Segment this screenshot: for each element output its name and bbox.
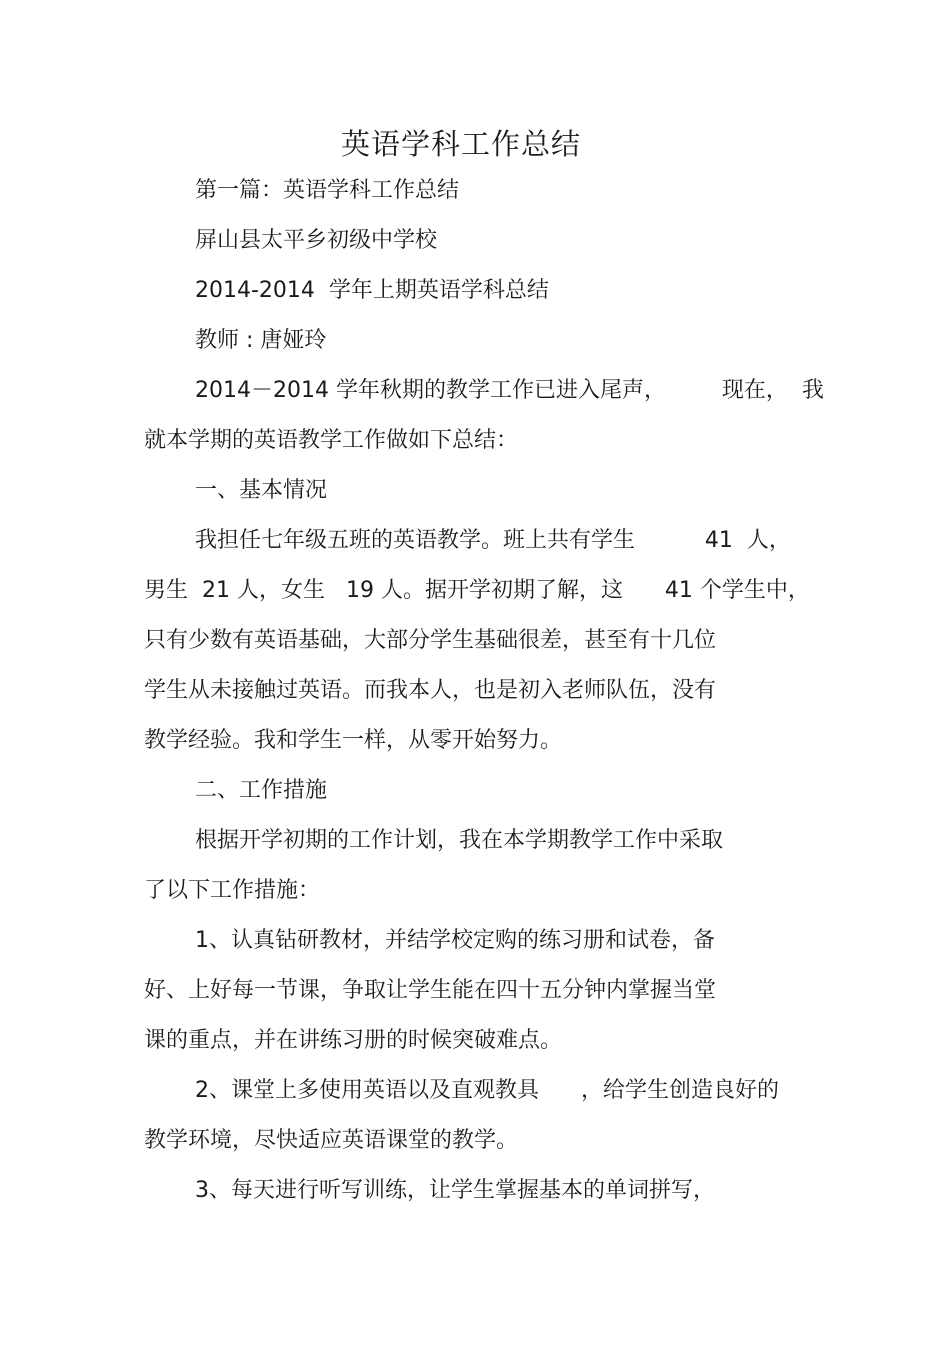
list-item-line: 教学环境，尽快适应英语课堂的教学。 xyxy=(144,1128,519,1153)
paragraph-line: 了以下工作措施： xyxy=(144,878,321,903)
list-item-line: 3、每天进行听写训练，让学生掌握基本的单词拼写， xyxy=(195,1178,715,1203)
school-line: 屏山县太平乡初级中学校 xyxy=(195,228,438,253)
list-item-line: 好、上好每一节课，争取让学生能在四十五分钟内掌握当堂 xyxy=(144,978,717,1003)
list-item-line: 1、认真钻研教材，并结学校定购的练习册和试卷，备 xyxy=(195,928,715,953)
section-heading: 一、基本情况 xyxy=(195,478,328,503)
teacher-line: 教师 : 唐娅玲 xyxy=(195,328,327,353)
term-line: 2014-2014 学年上期英语学科总结 xyxy=(195,278,549,303)
list-item-line: 课的重点，并在讲练习册的时候突破难点。 xyxy=(144,1028,563,1053)
paragraph-line: 根据开学初期的工作计划，我在本学期教学工作中采取 xyxy=(195,828,724,853)
paragraph-line: 男生 21 人，女生 19 人。据开学初期了解，这 41 个学生中， xyxy=(144,578,810,603)
section-heading: 二、工作措施 xyxy=(195,778,328,803)
paragraph-line: 我担任七年级五班的英语教学。班上共有学生 41 人， xyxy=(195,528,791,553)
paragraph-line: 就本学期的英语教学工作做如下总结： xyxy=(144,428,519,453)
paragraph-line: 学生从未接触过英语。而我本人，也是初入老师队伍，没有 xyxy=(144,678,717,703)
subtitle-line: 第一篇：英语学科工作总结 xyxy=(195,178,460,203)
list-item-line: 2、课堂上多使用英语以及直观教具 ，给学生创造良好的 xyxy=(195,1078,779,1103)
paragraph-line: 2014－2014 学年秋期的教学工作已进入尾声， 现在， 我 xyxy=(195,378,824,403)
paragraph-line: 只有少数有英语基础，大部分学生基础很差，甚至有十几位 xyxy=(144,628,717,653)
document-title: 英语学科工作总结 xyxy=(340,127,581,161)
paragraph-line: 教学经验。我和学生一样，从零开始努力。 xyxy=(144,728,563,753)
